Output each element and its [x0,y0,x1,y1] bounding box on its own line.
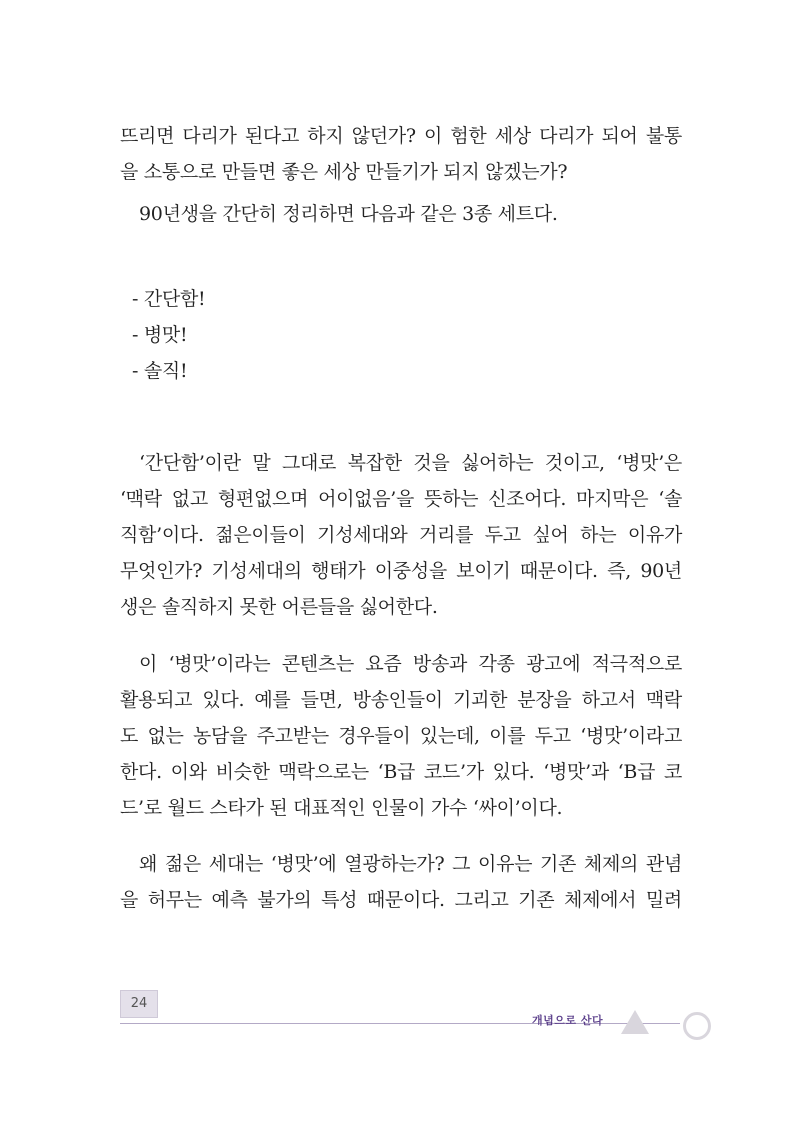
list-item: - 간단함! [132,288,206,310]
text-line: ‘맥락 없고 형편없으며 어이없음’을 뜻하는 신조어다. 마지막은 ‘솔 [120,488,682,510]
text-line: 90년생을 간단히 정리하면 다음과 같은 3종 세트다. [139,203,558,225]
summary-list [120,281,682,389]
paragraph-5 [120,846,682,918]
text-line: 생은 솔직하지 못한 어른들을 싫어한다. [120,596,438,618]
page-number: 24 [120,990,158,1018]
text-line: ‘간단함’이란 말 그대로 복잡한 것을 싫어하는 것이고, ‘병맛’은 [139,452,682,474]
paragraph-1 [120,118,682,190]
text-line: 직함’이다. 젊은이들이 기성세대와 거리를 두고 싶어 하는 이유가 [120,524,682,546]
text-line: 왜 젊은 세대는 ‘병맛’에 열광하는가? 그 이유는 기존 체제의 관념 [139,853,682,875]
text-line: 이 ‘병맛’이라는 콘텐츠는 요즘 방송과 각종 광고에 적극적으로 [139,653,682,675]
text-line: 한다. 이와 비슷한 맥락으로는 ‘B급 코드’가 있다. ‘병맛’과 ‘B급 코 [120,761,682,783]
text-line: 도 없는 농담을 주고받는 경우들이 있는데, 이를 두고 ‘병맛’이라고 [120,725,682,747]
circle-ornament-icon [683,1012,711,1040]
text-line: 드’로 월드 스타가 된 대표적인 인물이 가수 ‘싸이’이다. [120,797,563,819]
paragraph-3 [120,445,682,625]
list-item: - 병맛! [132,324,188,346]
text-line: 무엇인가? 기성세대의 행태가 이중성을 보이기 때문이다. 즉, 90년 [120,560,682,582]
paragraph-2 [120,196,682,232]
triangle-ornament-icon [621,1010,649,1034]
paragraph-4 [120,646,682,826]
list-item: - 솔직! [132,360,188,382]
text-line: 을 허무는 예측 불가의 특성 때문이다. 그리고 기존 체제에서 밀려 [120,889,682,911]
text-line: 을 소통으로 만들면 좋은 세상 만들기가 되지 않겠는가? [120,161,568,183]
text-line: 활용되고 있다. 예를 들면, 방송인들이 기괴한 분장을 하고서 맥락 [120,689,682,711]
running-title: 개념으로 산다 [532,1014,604,1027]
text-line: 뜨리면 다리가 된다고 하지 않던가? 이 험한 세상 다리가 되어 불통 [120,125,682,147]
